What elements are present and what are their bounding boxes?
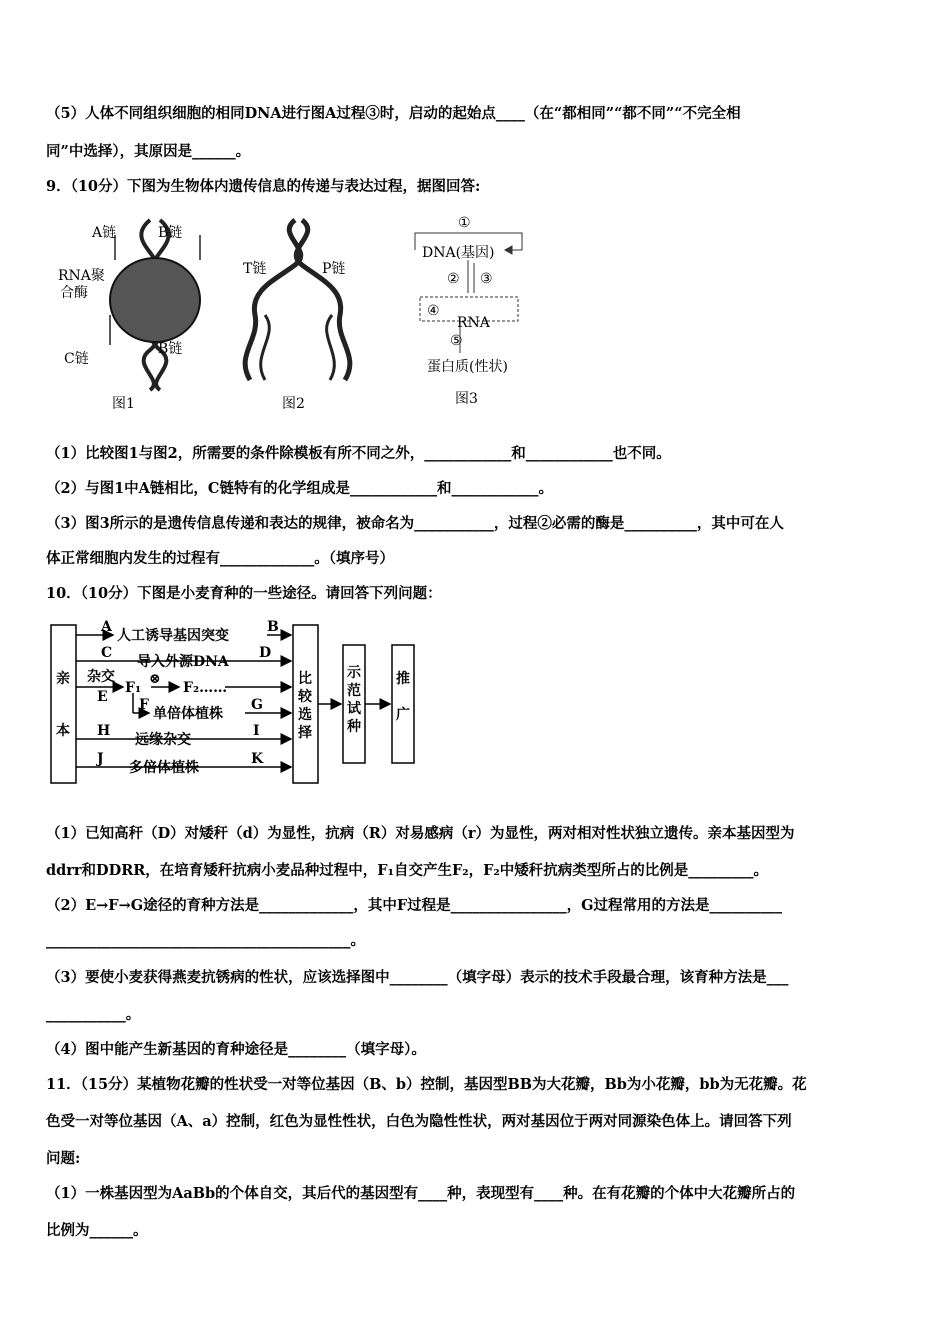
- fig10-label: J: [97, 751, 104, 767]
- fig10-label: 范: [347, 683, 361, 699]
- text-line: ddrr和DDRR，在培育矮秆抗病小麦品种过程中，F₁自交产生F₂，F₂中矮秆抗病类型所占的比例是_________。: [46, 862, 768, 879]
- fig9-label: 蛋白质(性状): [427, 359, 508, 375]
- question-11-heading: 11．（15分）某植物花瓣的性状受一对等位基因（B、b）控制，基因型BB为大花瓣，Bb为小花瓣，bb为无花瓣。花: [46, 1076, 807, 1093]
- fig9-label: B链: [158, 341, 183, 357]
- fig10-label: I: [253, 723, 260, 739]
- fig10-label: 比: [298, 671, 312, 687]
- text-line: 体正常细胞内发生的过程有_____________。（填序号）: [46, 550, 394, 567]
- figure-9: [50, 205, 550, 424]
- fig9-label: RNA聚: [58, 268, 105, 284]
- fig9-diagram-1: [110, 220, 200, 390]
- fig9-label: DNA(基因): [422, 245, 495, 261]
- fig10-label: K: [251, 751, 264, 767]
- fig10-label: 亲: [56, 671, 70, 687]
- fig10-label: E: [97, 689, 108, 705]
- fig9-label: 合酶: [60, 285, 88, 301]
- text-line: （3）图3所示的是遗传信息传递和表达的规律，被命名为___________，过程②必需的酶是__________，其中可在人: [46, 515, 784, 532]
- fig9-label: ③: [480, 271, 493, 287]
- fig10-label: A: [101, 619, 112, 635]
- text-line: （1）比较图1与图2，所需要的条件除模板有所不同之外，____________和____________也不同。: [46, 445, 671, 462]
- question-10-heading: 10．（10分）下图是小麦育种的一些途径。请回答下列问题：: [46, 585, 442, 602]
- figure-10: [45, 615, 435, 799]
- fig9-label: P链: [322, 261, 346, 277]
- fig9-label: ②: [447, 271, 460, 287]
- fig10-label: 种: [347, 719, 361, 735]
- text-line: ___________。: [46, 1006, 141, 1023]
- text-line: （5）人体不同组织细胞的相同DNA进行图A过程③时，启动的起始点____（在“都相同”“都不同”“不完全相: [46, 105, 741, 122]
- fig10-label: C: [101, 645, 113, 661]
- fig10-label: 择: [298, 725, 312, 741]
- fig10-label: 较: [298, 689, 312, 705]
- text-line: （4）图中能产生新基因的育种途径是________（填字母）。: [46, 1041, 426, 1058]
- text-line: __________________________________________。: [46, 932, 365, 949]
- fig10-label: 广: [396, 707, 410, 723]
- fig9-diagram-2: [245, 220, 350, 380]
- text-line: （2）E→F→G途径的育种方法是_____________，其中F过程是________________，G过程常用的方法是__________: [46, 897, 783, 914]
- text-line: 色受一对等位基因（A、a）控制，红色为显性性状，白色为隐性性状，两对基因位于两对同源染色体上。请回答下列: [46, 1113, 792, 1130]
- fig9-label: ④: [427, 303, 440, 319]
- fig10-label: 选: [298, 707, 312, 723]
- fig9-label: A链: [92, 225, 117, 241]
- fig9-label: RNA: [457, 315, 490, 331]
- fig9-label: B链: [158, 225, 183, 241]
- text-line: 同”中选择），其原因是______。: [46, 143, 251, 160]
- text-line: （1）已知高秆（D）对矮秆（d）为显性，抗病（R）对易感病（r）为显性，两对相对性状独立遗传。亲本基因型为: [46, 825, 795, 842]
- fig10-label: 单倍体植株: [153, 706, 223, 722]
- fig9-caption: 图2: [282, 396, 305, 412]
- fig10-label: H: [97, 723, 111, 739]
- fig10-label: 导入外源DNA: [137, 654, 229, 670]
- fig10-label: 推: [396, 671, 410, 687]
- fig10-label: B: [267, 619, 279, 635]
- fig9-label: ①: [458, 215, 471, 231]
- fig9-caption: 图3: [455, 391, 478, 407]
- text-line: 比例为______。: [46, 1222, 148, 1239]
- fig10-label: D: [259, 645, 272, 661]
- fig10-label: ⊗: [149, 671, 161, 687]
- text-line: （3）要使小麦获得燕麦抗锈病的性状，应该选择图中________（填字母）表示的技术手段最合理，该育种方法是___: [46, 969, 789, 986]
- fig9-label: C链: [64, 351, 89, 367]
- fig10-label: F: [139, 697, 149, 713]
- fig10-label: F₁: [125, 680, 142, 696]
- text-line: 问题:: [46, 1150, 81, 1167]
- question-9-heading: 9．（10分）下图为生物体内遗传信息的传递与表达过程，据图回答:: [46, 178, 481, 195]
- fig9-caption: 图1: [112, 396, 135, 412]
- fig10-label: 示: [347, 665, 361, 681]
- fig10-label: 人工诱导基因突变: [117, 628, 229, 644]
- fig10-label: 多倍体植株: [129, 760, 199, 776]
- fig10-label: 本: [56, 723, 70, 739]
- fig9-label: ⑤: [450, 333, 463, 349]
- fig9-label: T链: [243, 261, 267, 277]
- fig10-label: 试: [347, 701, 361, 717]
- text-line: （2）与图1中A链相比，C链特有的化学组成是____________和____________。: [46, 480, 553, 497]
- fig10-label: G: [251, 697, 263, 713]
- fig10-label: 远缘杂交: [135, 732, 191, 748]
- fig10-label: 杂交: [87, 669, 115, 685]
- text-line: （1）一株基因型为AaBb的个体自交，其后代的基因型有____种，表现型有____种。在有花瓣的个体中大花瓣所占的: [46, 1185, 796, 1202]
- fig10-label: F₂……: [183, 680, 228, 696]
